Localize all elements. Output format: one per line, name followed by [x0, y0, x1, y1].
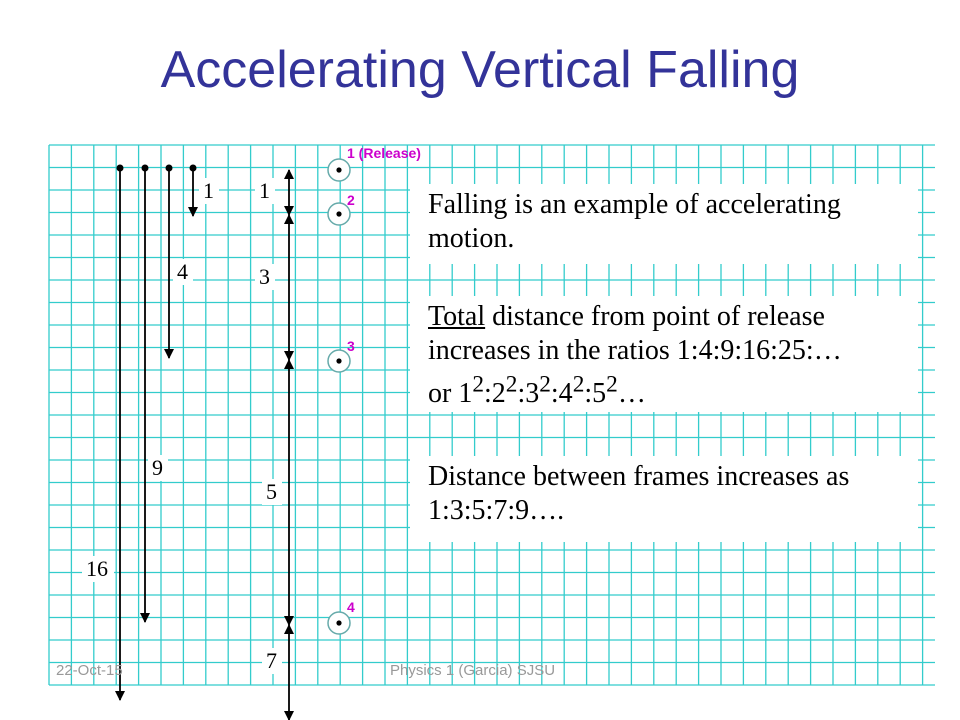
ball-dot [336, 620, 341, 625]
frame-label: 3 [347, 338, 355, 354]
text-accelerating: Falling is an example of accelerating motion. [428, 189, 841, 254]
total-distance-label: 4 [177, 259, 188, 284]
frame-label: 1 (Release) [347, 145, 421, 161]
frame-label: 4 [347, 599, 355, 615]
footer-course: Physics 1 (Garcia) SJSU [390, 662, 556, 679]
footer-date: 22-Oct-15 [56, 662, 123, 679]
interval-label: 1 [259, 178, 270, 203]
interval-label: 3 [259, 264, 270, 289]
total-distance-label: 16 [86, 556, 108, 581]
text-box-distance-between [410, 456, 918, 542]
text-squares: or $1^2:2^2:3^2:4^2:5^2\dots$ [428, 372, 646, 410]
text-distance-between: Distance between frames increases as 1:3:5:7:9…. [428, 461, 850, 526]
total-distance-label: 1 [203, 178, 214, 203]
total-distance-label: 9 [152, 455, 163, 480]
text-total-rest: distance from point of release increases in the ratios 1:4:9:16:25:… [428, 301, 842, 366]
text-box-total-distance [410, 296, 918, 412]
text-total-underlined: Total [428, 301, 486, 332]
text-box-accelerating [410, 184, 918, 264]
interval-label: 7 [266, 648, 277, 673]
interval-label: 5 [266, 479, 277, 504]
frame-label: 2 [347, 192, 355, 208]
slide-title: Accelerating Vertical Falling [160, 41, 800, 99]
ball-dot [336, 211, 341, 216]
ball-dot [336, 358, 341, 363]
ball-dot [336, 167, 341, 172]
